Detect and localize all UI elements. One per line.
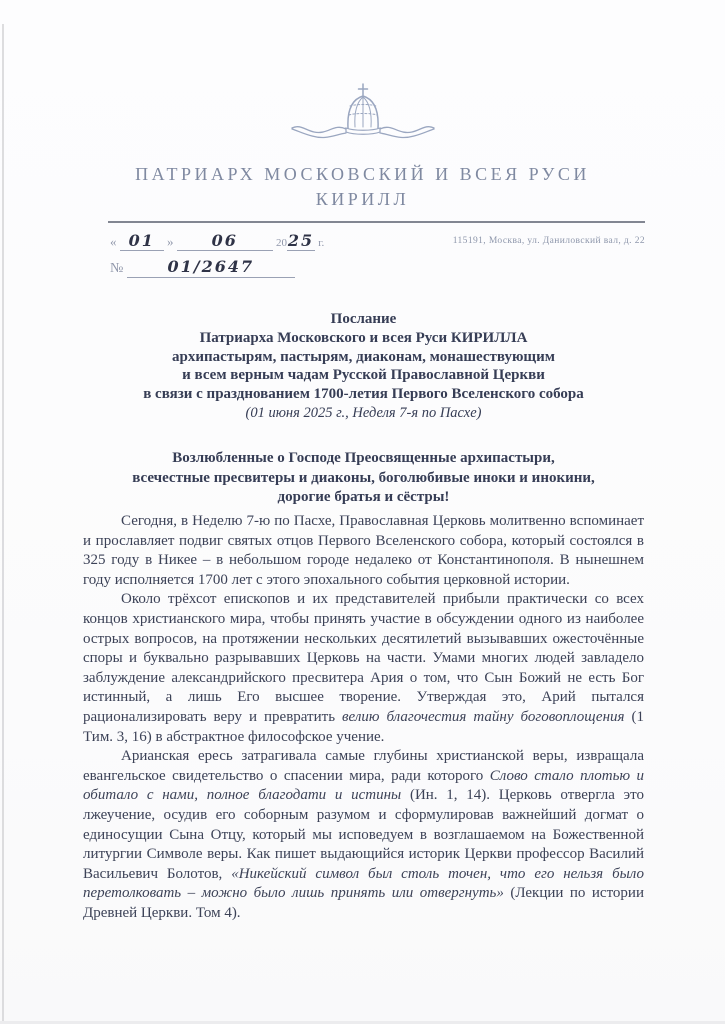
printed-era-suffix: г. xyxy=(318,237,325,249)
title-line-5: в связи с празднованием 1700-летия Первого Вселенского собора xyxy=(143,386,584,403)
paragraph-3-text-end: (Лекции по истории Древней Церкви. Том 4). xyxy=(83,885,644,921)
number-sign: № xyxy=(110,261,124,276)
letterhead-name-line2: КИРИЛЛ xyxy=(315,189,410,209)
salutation-line-2: всечестные пресвитеры и диаконы, боголюбивые иноки и инокини, xyxy=(132,469,595,486)
title-line-1: Послание xyxy=(330,311,397,327)
paragraph-3-bolotov-quote: «Никейский символ был столь точен, что его нельзя было перетолковать – можно было лишь принять или отвергнуть» xyxy=(83,865,644,902)
number-blank xyxy=(127,257,295,278)
letterhead-name xyxy=(0,162,725,212)
close-quote-mark: » xyxy=(167,234,174,249)
paragraph-3-scripture-quote: Слово стало плотью и обитало с нами, полное благодати и истины xyxy=(83,767,644,804)
paragraph-2-scripture-quote: велию благочестия тайну боговоплощения xyxy=(342,708,625,725)
handwritten-month: 06 xyxy=(211,231,238,250)
paragraph-2 xyxy=(83,590,644,747)
salutation-line-1: Возлюбленные о Господе Преосвященные архипастыри, xyxy=(172,450,555,466)
title-date-line: (01 июня 2025 г., Неделя 7-я по Пасхе) xyxy=(245,404,482,421)
day-blank xyxy=(120,231,164,251)
handwritten-day: 01 xyxy=(128,231,155,250)
letterhead-divider-rule xyxy=(108,221,645,223)
paragraph-2-text-end: (1 Тим. 3, 16) в абстрактное философское учение. xyxy=(83,708,645,745)
paragraph-3-text-middle: (Ин. 1, 14). Церковь отвергла это лжеучение, осудив его соборным разумом и сформулировав важнейший догмат о единосущии Сына Отцу, который мы исповедуем в возглашаемом на Божественной литургии Символе веры. Как пишет выдающийся историк Церкви профессор Василий Васильевич Болотов, xyxy=(83,787,644,882)
handwritten-number: 01/2647 xyxy=(167,257,255,276)
letter-body xyxy=(83,512,644,923)
letterhead-address: 115191, Москва, ул. Даниловский вал, д. 22 xyxy=(452,236,645,246)
document-title xyxy=(83,310,644,423)
year-blank xyxy=(287,231,315,251)
month-blank xyxy=(177,231,273,251)
title-line-4: и всем верным чадам Русской Православной Церкви xyxy=(182,367,545,384)
title-line-3: архипастырям, пастырям, диаконам, монашествующим xyxy=(172,348,555,365)
handwritten-year: 25 xyxy=(287,231,315,250)
paragraph-3 xyxy=(83,747,644,923)
salutation-line-3: дорогие братья и сёстры! xyxy=(277,489,450,505)
open-quote-mark: « xyxy=(110,234,117,249)
title-line-2: Патриарха Московского и всея Руси КИРИЛЛА xyxy=(199,329,528,346)
document-number-line xyxy=(110,257,295,278)
paragraph-2-text: Около трёхсот епископов и их представителей прибыли практически со всех концов христианского мира, чтобы принять участие в обсуждении одного из наиболее острых вопросов, на протяжении нескольких десятилетий вызывавших ожесточённые споры и буквально разрывавших Церковь на части. Умами многих людей завладело заблуждение александрийского пресвитера Ария о том, что Сын Божий не есть Бог истинный, а лишь Его высшее творение. Утверждая это, Арий пытался рационализировать веру и превратить xyxy=(83,591,644,725)
date-line xyxy=(110,231,324,251)
patriarchal-mitre-icon xyxy=(288,82,438,157)
paragraph-1: Сегодня, в Неделю 7-ю по Пасхе, Православная Церковь молитвенно вспоминает и прославляет подвиг святых отцов Первого Вселенского собора, который состоялся в 325 году в Никее – в небольшом городе недалеко от Константинополя. В нынешнем году исполняется 1700 лет с этого эпохального события церковной истории. xyxy=(83,513,644,588)
paragraph-3-text: Арианская ересь затрагивала самые глубины христианской веры, извращала евангельское свидетельство о спасении мира, ради которого xyxy=(83,748,644,784)
letterhead-name-line1: ПАТРИАРХ МОСКОВСКИЙ И ВСЕЯ РУСИ xyxy=(135,164,590,184)
salutation xyxy=(83,449,644,508)
printed-century: 20 xyxy=(276,237,287,249)
